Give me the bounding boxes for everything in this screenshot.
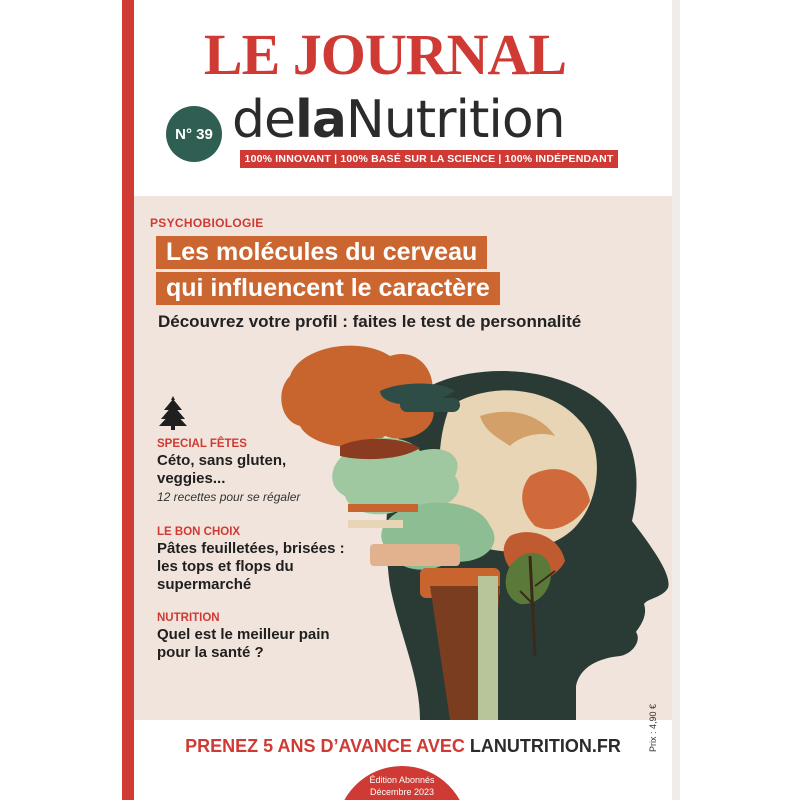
masthead-subtitle bbox=[232, 88, 565, 152]
promo-banner bbox=[134, 736, 672, 757]
issue-number-badge: N° 39 bbox=[166, 106, 222, 162]
story-desc: 12 recettes pour se régaler bbox=[157, 490, 301, 504]
lead-headline-line1: Les molécules du cerveau bbox=[156, 236, 487, 269]
edition-line1: Édition Abonnés bbox=[369, 775, 435, 785]
edition-line2: Décembre 2023 bbox=[369, 787, 435, 797]
masthead-title: LE JOURNAL bbox=[203, 22, 567, 87]
lead-headline-line2: qui influencent le caractère bbox=[156, 272, 500, 305]
brain-head-illustration bbox=[280, 336, 672, 720]
lead-subhead: Découvrez votre profil : faites le test de personnalité bbox=[158, 312, 582, 331]
christmas-tree-icon bbox=[158, 394, 188, 430]
lead-section-label: PSYCHOBIOLOGIE bbox=[150, 216, 264, 230]
right-edge-stripe bbox=[672, 0, 680, 800]
left-red-stripe bbox=[122, 0, 134, 800]
subtitle-suffix: Nutrition bbox=[345, 90, 565, 150]
promo-text: PRENEZ 5 ANS D’AVANCE AVEC bbox=[185, 736, 465, 756]
promo-site: LANUTRITION.FR bbox=[469, 736, 621, 756]
edition-badge bbox=[336, 766, 468, 800]
story-title: Pâtes feuilletées, brisées : les tops et flops du supermarché bbox=[157, 540, 345, 593]
price-label: Prix : 4,90 € bbox=[648, 703, 658, 752]
story-label: SPECIAL FÊTES bbox=[157, 438, 247, 450]
story-title: Quel est le meilleur pain pour la santé ? bbox=[157, 626, 330, 661]
masthead-tagline: 100% INNOVANT | 100% BASÉ SUR LA SCIENCE | 100% INDÉPENDANT bbox=[240, 150, 618, 168]
story-label: NUTRITION bbox=[157, 612, 220, 624]
subtitle-bold: la bbox=[295, 90, 346, 150]
story-label: LE BON CHOIX bbox=[157, 526, 241, 538]
story-title: Céto, sans gluten, veggies... bbox=[157, 452, 287, 487]
subtitle-prefix: de bbox=[232, 90, 295, 150]
